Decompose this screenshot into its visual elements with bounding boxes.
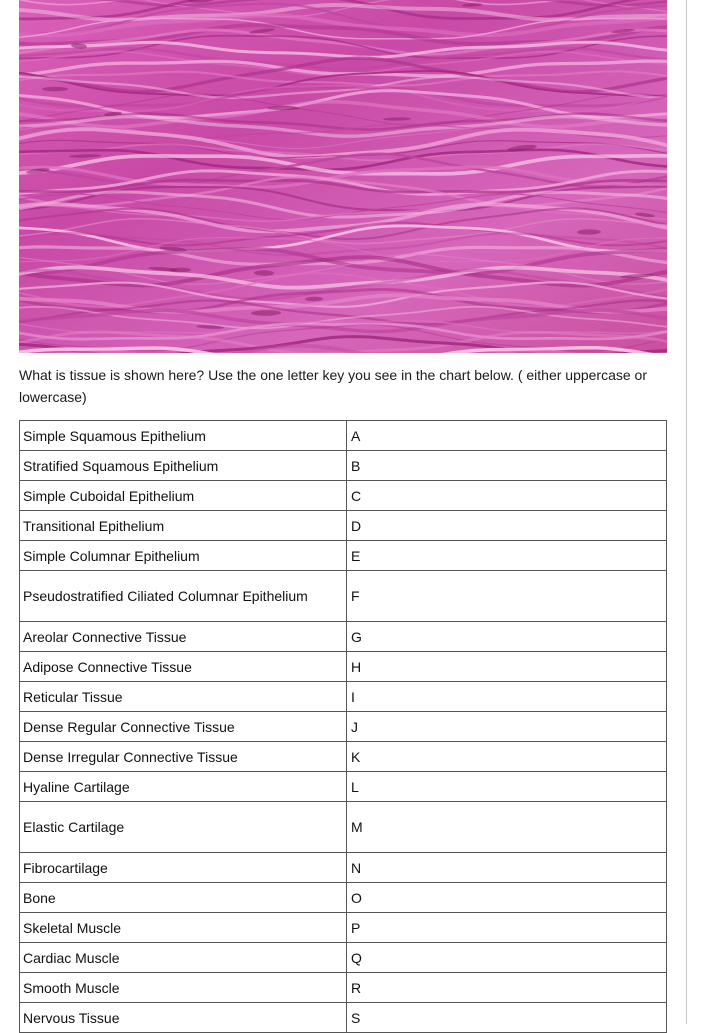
tissue-name-cell: Simple Columnar Epithelium: [20, 541, 347, 571]
tissue-name-cell: Skeletal Muscle: [20, 913, 347, 943]
table-row: [20, 511, 667, 541]
tissue-name-cell: Dense Irregular Connective Tissue: [20, 742, 347, 772]
tissue-name-cell: Hyaline Cartilage: [20, 772, 347, 802]
tissue-letter-cell: Q: [347, 943, 667, 973]
tissue-name-cell: Pseudostratified Ciliated Columnar Epithelium: [20, 571, 347, 622]
tissue-letter-cell: E: [347, 541, 667, 571]
tissue-letter-cell: F: [347, 571, 667, 622]
tissue-letter-cell: L: [347, 772, 667, 802]
tissue-letter-cell: A: [347, 421, 667, 451]
tissue-name-cell: Elastic Cartilage: [20, 802, 347, 853]
table-row: [20, 883, 667, 913]
tissue-letter-cell: D: [347, 511, 667, 541]
tissue-letter-cell: R: [347, 973, 667, 1003]
table-row: [20, 571, 667, 622]
page-edge-rule: [686, 0, 687, 1024]
table-row: [20, 652, 667, 682]
table-row: [20, 541, 667, 571]
tissue-letter-cell: P: [347, 913, 667, 943]
table-row: [20, 853, 667, 883]
tissue-letter-cell: J: [347, 712, 667, 742]
tissue-name-cell: Adipose Connective Tissue: [20, 652, 347, 682]
tissue-name-cell: Areolar Connective Tissue: [20, 622, 347, 652]
table-row: [20, 802, 667, 853]
table-row: [20, 772, 667, 802]
table-row: [20, 481, 667, 511]
tissue-name-cell: Cardiac Muscle: [20, 943, 347, 973]
tissue-letter-cell: H: [347, 652, 667, 682]
tissue-letter-cell: I: [347, 682, 667, 712]
tissue-key-table-body: [20, 421, 667, 1033]
tissue-name-cell: Nervous Tissue: [20, 1003, 347, 1033]
table-row: [20, 913, 667, 943]
question-text: What is tissue is shown here? Use the one letter key you see in the chart below. ( either uppercase or lowercase): [19, 367, 647, 405]
table-row: [20, 421, 667, 451]
tissue-name-cell: Transitional Epithelium: [20, 511, 347, 541]
tissue-letter-cell: C: [347, 481, 667, 511]
tissue-name-cell: Dense Regular Connective Tissue: [20, 712, 347, 742]
tissue-micrograph-image: [19, 0, 667, 353]
tissue-letter-cell: K: [347, 742, 667, 772]
tissue-name-cell: Stratified Squamous Epithelium: [20, 451, 347, 481]
tissue-name-cell: Bone: [20, 883, 347, 913]
tissue-name-cell: Fibrocartilage: [20, 853, 347, 883]
table-row: [20, 943, 667, 973]
tissue-name-cell: Simple Squamous Epithelium: [20, 421, 347, 451]
table-row: [20, 742, 667, 772]
tissue-name-cell: Reticular Tissue: [20, 682, 347, 712]
tissue-letter-cell: O: [347, 883, 667, 913]
tissue-letter-cell: N: [347, 853, 667, 883]
tissue-key-table: [19, 420, 667, 1033]
tissue-micrograph-svg: [19, 0, 667, 353]
tissue-name-cell: Smooth Muscle: [20, 973, 347, 1003]
tissue-letter-cell: B: [347, 451, 667, 481]
tissue-name-cell: Simple Cuboidal Epithelium: [20, 481, 347, 511]
tissue-letter-cell: S: [347, 1003, 667, 1033]
table-row: [20, 451, 667, 481]
table-row: [20, 973, 667, 1003]
table-row: [20, 622, 667, 652]
table-row: [20, 712, 667, 742]
tissue-letter-cell: M: [347, 802, 667, 853]
table-row: [20, 1003, 667, 1033]
tissue-letter-cell: G: [347, 622, 667, 652]
table-row: [20, 682, 667, 712]
